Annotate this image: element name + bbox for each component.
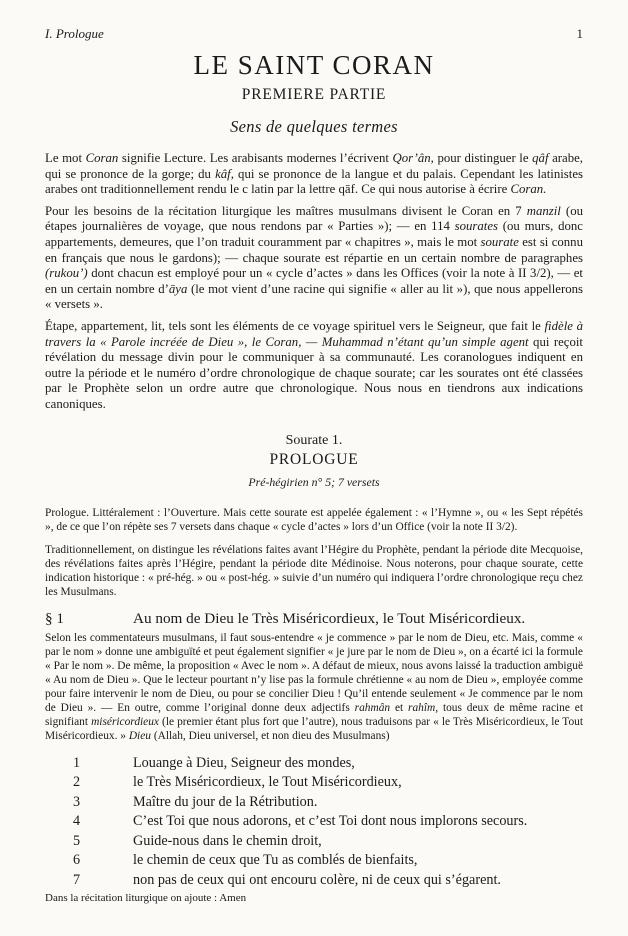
sura-title: PROLOGUE — [269, 450, 359, 468]
page-number: 1 — [576, 26, 583, 41]
liturgical-note: Dans la récitation liturgique on ajoute : Amen — [45, 892, 247, 905]
verse-row — [45, 832, 583, 852]
basmala-heading: Au nom de Dieu le Très Miséricordieux, le Tout Miséricordieux. — [133, 609, 526, 627]
verse-row — [45, 793, 583, 813]
note-paragraph-1: Prologue. Littéralement : l’Ouverture. Mais cette sourate est appelée également : « l’Hymne », ou « les Sept répétés », de ce que l’on répète ses 7 versets dans chaque « cycle d’actes » lors d’un Office (voir la note II 3/2). — [45, 506, 583, 533]
verse-text: le Très Miséricordieux, le Tout Miséricordieux, — [133, 774, 402, 791]
verse-text: non pas de ceux qui ont encouru colère, ni de ceux qui s’égarent. — [133, 871, 501, 888]
verse-row — [45, 851, 583, 871]
verse-number: 7 — [73, 871, 81, 888]
intro-paragraph-2: Pour les besoins de la récitation liturgique les maîtres musulmans divisent le Coran en 7 manzil (ou étapes journalières de voyage, que nous rendons par « Parties »); — en 114 sourates (ou murs, donc appartements, demeures, que l’on traduit couramment par « chapitres », mais le mot sourate est si connu en français que nous le gardons); — chaque sourate est répartie en un certain nombre de paragraphes (rukou’) dont chacun est employé pour un « cycle d’actes » dans les Offices (voir la note à II 3/2), — et en un certain nombre d’āya (le mot vient d’une racine qui signifie « aller au lit »), que nous appellerons « versets ». — [45, 203, 583, 312]
sura-notes — [45, 506, 583, 599]
verse-row — [45, 754, 583, 774]
verse-row — [45, 773, 583, 793]
note-paragraph-2: Traditionnellement, on distingue les révélations faites avant l’Hégire du Prophète, pendant la période dite Mecquoise, des révélations faites après l’Hégire, pendant la période dite Médinoise. Nous noterons, pour chaque sourate, cette indication historique : « pré-hég. » ou « post-hég. » suivie d’un numéro qui indiquera l’ordre chronologique reçu chez les Musulmans. — [45, 543, 583, 598]
verse-text: le chemin de ceux que Tu as comblés de bienfaits, — [133, 852, 418, 869]
verse-number: 2 — [73, 774, 81, 791]
verse-list — [45, 754, 583, 891]
verse-row — [45, 812, 583, 832]
introduction — [45, 151, 583, 413]
verse-row — [45, 871, 583, 891]
title-block — [45, 50, 583, 137]
part-title: PREMIERE PARTIE — [241, 86, 387, 103]
paragraph-marker: § 1 — [45, 609, 64, 627]
sura-meta: Pré-hégirien n° 5; 7 versets — [248, 474, 380, 489]
sura-header — [45, 433, 583, 490]
verse-number: 5 — [73, 832, 81, 849]
section-subtitle: Sens de quelques termes — [230, 117, 398, 136]
commentary-paragraph: Selon les commentateurs musulmans, il faut sous-entendre « je commence » par le nom de Dieu, etc. Mais, comme « par le nom » donne une ambiguïté et peut également signifier « je jure par le nom de Dieu », on a écarté ici la formule « Par le nom ». De même, la proposition « Avec le nom ». A défaut de mieux, nous avons laissé la traduction ambiguë « Au nom de Dieu ». Que le lecteur pourtant n’y lise pas la formule chrétienne « au nom de Dieu », employée comme pour faire intervenir le nom de Dieu, ou pour se concilier Dieu ! Qu’il entende seulement « Je commence par le nom de Dieu ». — En outre, comme l’original donne deux adjectifs rahmân et rahîm, tous deux de même racine et signifiant miséricordieux (le premier étant plus fort que l’autre), nous traduisons par « le Très Miséricordieux, le Tout Miséricordieux. » Dieu (Allah, Dieu universel, et non dieu des Musulmans) — [45, 631, 584, 742]
intro-paragraph-3: Étape, appartement, lit, tels sont les éléments de ce voyage spirituel vers le Seigneur, que fait le fidèle à travers la « Parole incréée de Dieu », le Coran, — Muhammad n’étant qu’un simple agent qui reçoit révélation du message divin pour le communiquer à sa communauté. Les coranologues indiquent en outre la période et le numéro d’ordre chronologique de chaque sourate; car les sourates ont été classées par le Prophète selon un ordre autre que chronologique. Nous nous en tiendrons aux indications canoniques. — [45, 318, 583, 411]
sura-number-label: Sourate 1. — [285, 432, 343, 448]
verse-text: Louange à Dieu, Seigneur des mondes, — [133, 754, 355, 771]
verse-text: Guide-nous dans le chemin droit, — [133, 832, 322, 849]
running-title: I. Prologue — [45, 26, 104, 41]
section-1-heading — [45, 609, 583, 628]
intro-paragraph-1: Le mot Coran signifie Lecture. Les arabisants modernes l’écrivent Qor’ân, pour distinguer le qâf arabe, qui se prononce de la gorge; du kâf, qui se prononce de la langue et du palais. Cependant les latinistes arabes ont traditionnellement rendu le c latin par la lettre qāf. Ce qui nous autorise à écrire Coran. — [45, 151, 583, 197]
verse-number: 1 — [73, 754, 81, 771]
verse-text: Maître du jour de la Rétribution. — [133, 793, 318, 810]
running-header — [45, 26, 583, 42]
verse-number: 4 — [73, 813, 81, 830]
verse-text: C’est Toi que nous adorons, et c’est Toi dont nous implorons secours. — [133, 813, 528, 830]
book-title: LE SAINT CORAN — [193, 50, 435, 80]
verse-number: 3 — [73, 793, 81, 810]
verse-number: 6 — [73, 852, 81, 869]
